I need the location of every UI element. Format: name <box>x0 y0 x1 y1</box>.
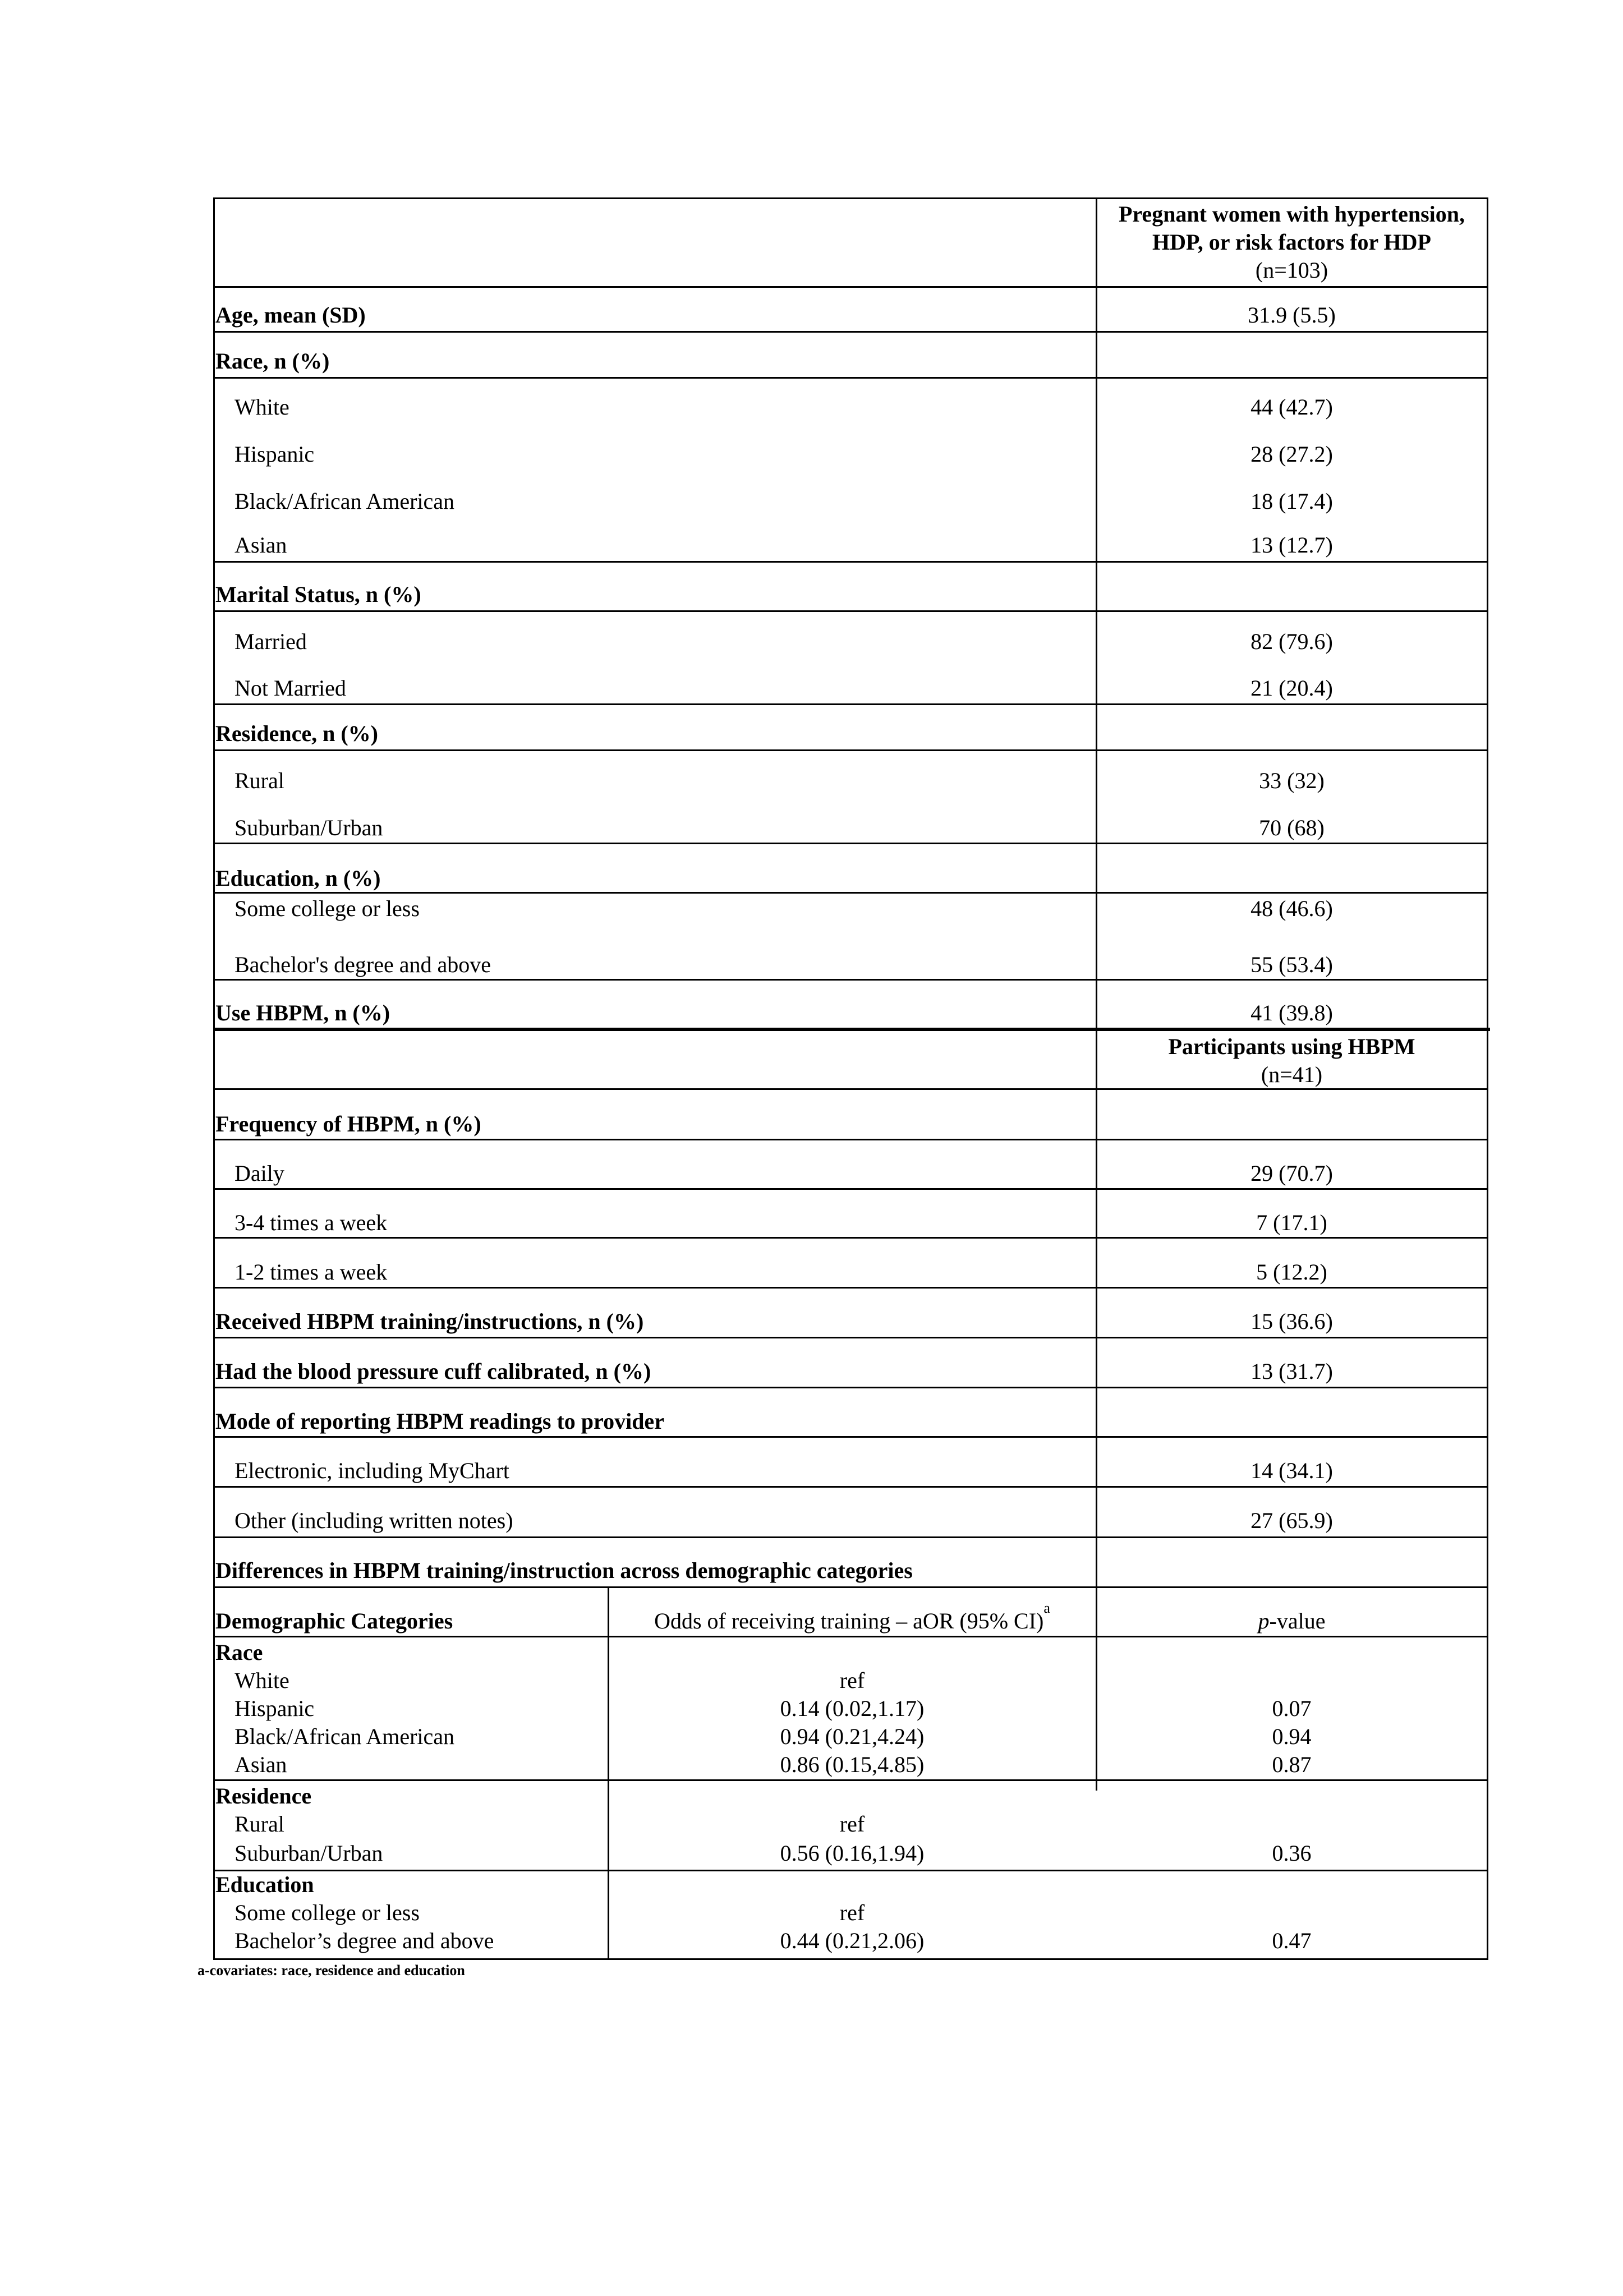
residence-row-label: Rural <box>235 768 284 793</box>
marital-row-label: Not Married <box>235 675 346 701</box>
hline <box>213 561 1488 563</box>
marital-row-value: 82 (79.6) <box>1250 629 1333 654</box>
marital-row-label: Married <box>235 629 307 654</box>
odds-header-aor <box>609 1599 1096 1635</box>
odds-row-label: Suburban/Urban <box>235 1841 383 1866</box>
mode-row-label: Electronic, including MyChart <box>235 1458 509 1483</box>
race-row-label: White <box>235 394 289 420</box>
odds-row-aor: 0.44 (0.21,2.06) <box>780 1928 925 1953</box>
hline <box>213 749 1488 751</box>
frequency-row-value: 5 (12.2) <box>1256 1259 1327 1285</box>
hline <box>213 377 1488 379</box>
frequency-label: Frequency of HBPM, n (%) <box>215 1111 481 1137</box>
frequency-row-label: Daily <box>235 1161 284 1186</box>
hline <box>213 1486 1488 1488</box>
odds-row-p: 0.47 <box>1272 1928 1312 1953</box>
training-label: Received HBPM training/instructions, n (%) <box>215 1309 644 1334</box>
hline <box>213 610 1488 612</box>
odds-row-p: 0.94 <box>1272 1724 1312 1749</box>
race-row-value: 13 (12.7) <box>1250 532 1333 558</box>
education-label: Education, n (%) <box>215 866 381 891</box>
odds-header-categories: Demographic Categories <box>215 1608 453 1634</box>
header-line-1: Pregnant women with hypertension, <box>1118 201 1465 227</box>
odds-race-label: Race <box>215 1640 263 1665</box>
hline <box>213 1779 1488 1781</box>
mode-row-value: 27 (65.9) <box>1250 1508 1333 1533</box>
odds-row-p: 0.87 <box>1272 1752 1312 1777</box>
odds-row-label: White <box>235 1668 289 1693</box>
odds-row-label: Some college or less <box>235 1900 420 1925</box>
residence-row-label: Suburban/Urban <box>235 815 383 840</box>
hline <box>213 286 1488 288</box>
odds-row-aor: ref <box>839 1668 865 1693</box>
mode-row-value: 14 (34.1) <box>1250 1458 1333 1483</box>
odds-row-label: Bachelor’s degree and above <box>235 1928 494 1953</box>
odds-row-aor: 0.56 (0.16,1.94) <box>780 1841 925 1866</box>
education-row-label: Some college or less <box>235 896 420 921</box>
header2-line-1: Participants using HBPM <box>1168 1034 1415 1059</box>
odds-row-p: 0.07 <box>1272 1696 1312 1721</box>
frequency-row-value: 7 (17.1) <box>1256 1210 1327 1235</box>
hline <box>213 1188 1488 1190</box>
hline <box>213 1237 1488 1239</box>
odds-row-aor: 0.94 (0.21,4.24) <box>780 1724 925 1749</box>
race-row-value: 44 (42.7) <box>1250 394 1333 420</box>
marital-row-value: 21 (20.4) <box>1250 675 1333 701</box>
table-left-border <box>213 197 215 1960</box>
header2-n: (n=41) <box>1261 1062 1323 1087</box>
odds-row-label: Black/African American <box>235 1724 455 1749</box>
hline-thick <box>213 1028 1490 1031</box>
odds-education-label: Education <box>215 1872 314 1897</box>
race-row-label: Asian <box>235 532 287 558</box>
marital-label: Marital Status, n (%) <box>215 582 421 607</box>
education-row-label: Bachelor's degree and above <box>235 952 491 977</box>
age-label: Age, mean (SD) <box>215 302 366 328</box>
hline <box>213 1387 1488 1388</box>
column-divider <box>1096 197 1097 1791</box>
hline <box>213 1586 1488 1588</box>
training-value: 15 (36.6) <box>1250 1309 1333 1334</box>
odds-row-aor: 0.14 (0.02,1.17) <box>780 1696 925 1721</box>
race-label: Race, n (%) <box>215 348 330 374</box>
hline <box>213 331 1488 333</box>
odds-header-p: p <box>1258 1608 1270 1634</box>
odds-row-aor: 0.86 (0.15,4.85) <box>780 1752 925 1777</box>
table-right-border <box>1487 197 1488 1960</box>
frequency-row-value: 29 (70.7) <box>1250 1161 1333 1186</box>
hline <box>213 197 1488 199</box>
mode-row-label: Other (including written notes) <box>235 1508 513 1533</box>
hline <box>213 1636 1488 1637</box>
odds-header-pvalue <box>1097 1608 1487 1635</box>
mode-label: Mode of reporting HBPM readings to provider <box>215 1409 664 1434</box>
hline <box>213 1958 1488 1960</box>
residence-row-value: 70 (68) <box>1259 815 1325 840</box>
header-line-2: HDP, or risk factors for HDP <box>1152 229 1431 255</box>
hline <box>213 1287 1488 1289</box>
education-row-value: 48 (46.6) <box>1250 896 1333 921</box>
odds-row-label: Asian <box>235 1752 287 1777</box>
education-row-value: 55 (53.4) <box>1250 952 1333 977</box>
odds-residence-label: Residence <box>215 1783 312 1809</box>
differences-label: Differences in HBPM training/instruction across demographic categories <box>215 1558 913 1583</box>
odds-row-aor: ref <box>839 1900 865 1925</box>
hline <box>213 1088 1488 1090</box>
race-row-label: Black/African American <box>235 489 455 514</box>
hline <box>213 1139 1488 1140</box>
odds-row-label: Rural <box>235 1811 284 1837</box>
age-value: 31.9 (5.5) <box>1248 302 1336 328</box>
odds-row-aor: ref <box>839 1811 865 1837</box>
hline <box>213 979 1488 981</box>
race-row-label: Hispanic <box>235 441 315 467</box>
residence-label: Residence, n (%) <box>215 721 378 746</box>
race-row-value: 18 (17.4) <box>1250 489 1333 514</box>
frequency-row-label: 3-4 times a week <box>235 1210 388 1235</box>
header-n: (n=103) <box>1255 257 1328 283</box>
hline <box>213 703 1488 705</box>
hline <box>213 1536 1488 1538</box>
frequency-row-label: 1-2 times a week <box>235 1259 388 1285</box>
calibrated-value: 13 (31.7) <box>1250 1359 1333 1384</box>
hline <box>213 1337 1488 1338</box>
hline <box>213 892 1488 894</box>
hline <box>213 1436 1488 1438</box>
residence-row-value: 33 (32) <box>1259 768 1325 793</box>
footnote: a-covariates: race, residence and education <box>197 1962 465 1978</box>
race-row-value: 28 (27.2) <box>1250 441 1333 467</box>
odds-row-label: Hispanic <box>235 1696 315 1721</box>
odds-header-aor-sup: a <box>1043 1599 1050 1616</box>
calibrated-label: Had the blood pressure cuff calibrated, n (%) <box>215 1359 651 1384</box>
use-hbpm-label: Use HBPM, n (%) <box>215 1000 390 1025</box>
use-hbpm-value: 41 (39.8) <box>1250 1000 1333 1025</box>
hline <box>213 1870 1488 1871</box>
odds-row-p: 0.36 <box>1272 1841 1312 1866</box>
odds-header-value: -value <box>1269 1608 1326 1634</box>
hline <box>213 843 1488 844</box>
odds-header-aor-text: Odds of receiving training – aOR (95% CI) <box>654 1608 1044 1634</box>
